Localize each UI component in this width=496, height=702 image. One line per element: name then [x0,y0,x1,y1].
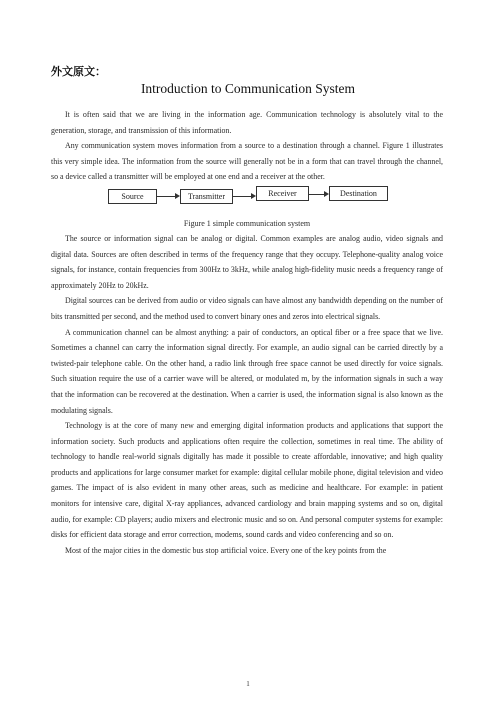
box-label: Transmitter [187,191,226,201]
section-heading: 外文原文： [51,65,106,78]
transmitter-box [180,189,233,204]
paragraph: It is often said that we are living in the information age. Communication technology is absolutely vital to the generation, storage, and transmission of this information. [51,110,443,135]
box-label: Receiver [268,188,297,198]
communication-diagram [51,186,443,220]
source-box [108,189,157,204]
receiver-box [256,186,309,201]
paragraph: Technology is at the core of many new and emerging digital information products and applications that support the information society. Such products and applications often require the collection, sometimes in real time. The ability of technology to handle real-world signals digitally has made it possible to create affordable, innovative; and high quality products and applications for large consumer market for example: digital cellular mobile phone, digital television and video games. The impact of is also evident in many other areas, such as medicine and healthcare. For example: in patient monitors for intensive care, digital X-ray appliances, advanced cardiology and brain mapping systems and so on, digital audio, for example: CD players; audio mixers and electronic music and so on. And personal computer systems for example: disks for efficient data storage and error correction, modems, sound cards and video conferencing and so on. [51,421,443,540]
paragraph: Most of the major cities in the domestic bus stop artificial voice. Every one of the key points from the [65,545,387,555]
arrow [232,196,252,197]
document-title: Introduction to Communication System [140,81,356,96]
destination-box [329,186,388,201]
arrow [308,194,325,195]
figure-caption: Figure 1 simple communication system [183,218,311,228]
paragraph: A communication channel can be almost anything: a pair of conductors, an optical fiber or a free space that we live. Sometimes a channel can carry the information signal directly. For example, an audio signal can be carried directly by a twisted-pair telephone cable. On the other hand, a radio link through free space cannot be used directly for voice signals. Such situation require the use of a carrier wave will be altered, or modulated m, by the information signals in such a way that the information can be recovered at the destination. When a carrier is used, the information signal is also known as the modulating signals. [51,327,443,415]
page-number: 1 [246,680,250,688]
box-label: Source [121,191,144,201]
paragraph: The source or information signal can be analog or digital. Common examples are analog audio, video signals and digital data. Sources are often described in terms of the frequency range that they occupy. Telephone-quality analog voice signals, for instance, contain frequencies from 300Hz to 3kHz, while analog high-fidelity music needs a frequency range of approximately 20Hz to 20kHz. [51,233,443,290]
box-label: Destination [340,188,377,198]
body-text [51,107,443,558]
arrow [156,196,176,197]
paragraph: Any communication system moves information from a source to a destination through a channel. Figure 1 illustrates this very simple idea. The information from the source will generally not be in a form that can travel through the channel, so a device called a transmitter will be employed at one end and a receiver at the other. [51,141,443,182]
paragraph: Digital sources can be derived from audio or video signals can have almost any bandwidth depending on the number of bits transmitted per second, and the method used to convert binary ones and zeros into electrical signals. [51,296,443,321]
